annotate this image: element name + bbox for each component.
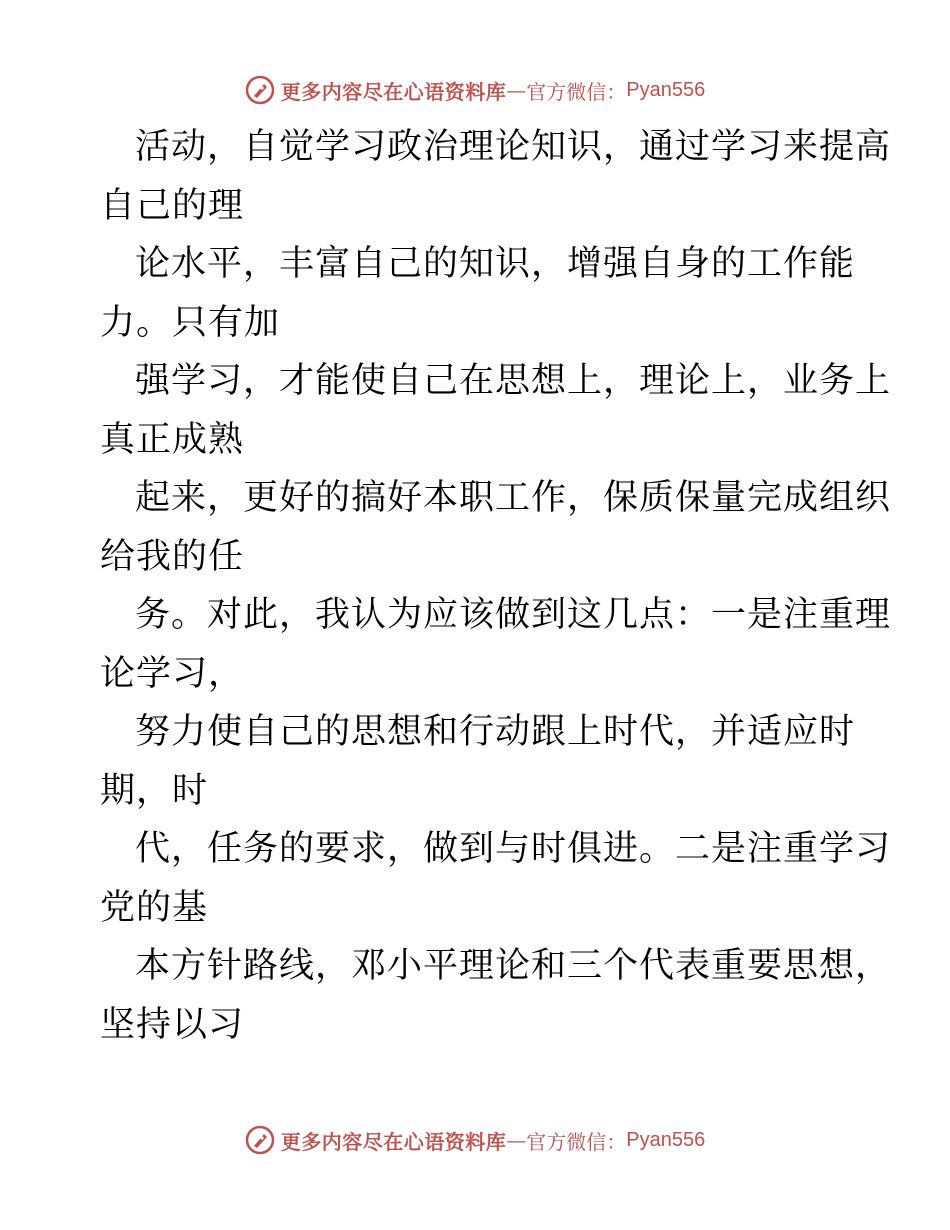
text-line: 力。只有加: [100, 302, 281, 343]
header-separator: —: [506, 78, 527, 102]
text-line: 自己的理: [100, 185, 245, 226]
footer-separator: —: [506, 1128, 527, 1152]
text-line: 给我的任: [100, 536, 245, 577]
body-text: [100, 118, 892, 1054]
text-line: 务。对此，我认为应该做到这几点：一是注重理: [135, 595, 892, 635]
text-line: 坚持以习: [100, 1004, 245, 1045]
header-banner: [0, 70, 950, 110]
text-line: 论水平，丰富自己的知识，增强自身的工作能: [135, 244, 856, 284]
footer-wechat-label: 官方微信：: [526, 1129, 627, 1154]
footer-banner: [0, 1120, 950, 1160]
header-wechat-id: Pyan556: [626, 78, 706, 101]
text-line: 代，任务的要求，做到与时俱进。二是注重学习: [135, 829, 892, 869]
text-line: 本方针路线，邓小平理论和三个代表重要思想，: [135, 946, 892, 986]
text-line: 论学习，: [100, 653, 245, 694]
header-library-name: 更多内容尽在心语资料库: [280, 79, 507, 104]
header-wechat-label: 官方微信：: [526, 79, 627, 104]
footer-wechat-id: Pyan556: [626, 1128, 706, 1151]
text-line: 努力使自己的思想和行动跟上时代，并适应时: [135, 712, 856, 752]
text-line: 活动，自觉学习政治理论知识，通过学习来提高: [135, 127, 892, 167]
text-line: 期，时: [100, 770, 209, 811]
text-line: 真正成熟: [100, 419, 245, 460]
pen-nib-logo-icon: [245, 75, 275, 105]
text-line: 强学习，才能使自己在思想上，理论上，业务上: [135, 361, 892, 401]
text-line: 党的基: [100, 887, 209, 928]
text-line: 起来，更好的搞好本职工作，保质保量完成组织: [135, 478, 892, 518]
footer-library-name: 更多内容尽在心语资料库: [280, 1129, 507, 1154]
pen-nib-logo-icon: [245, 1125, 275, 1155]
